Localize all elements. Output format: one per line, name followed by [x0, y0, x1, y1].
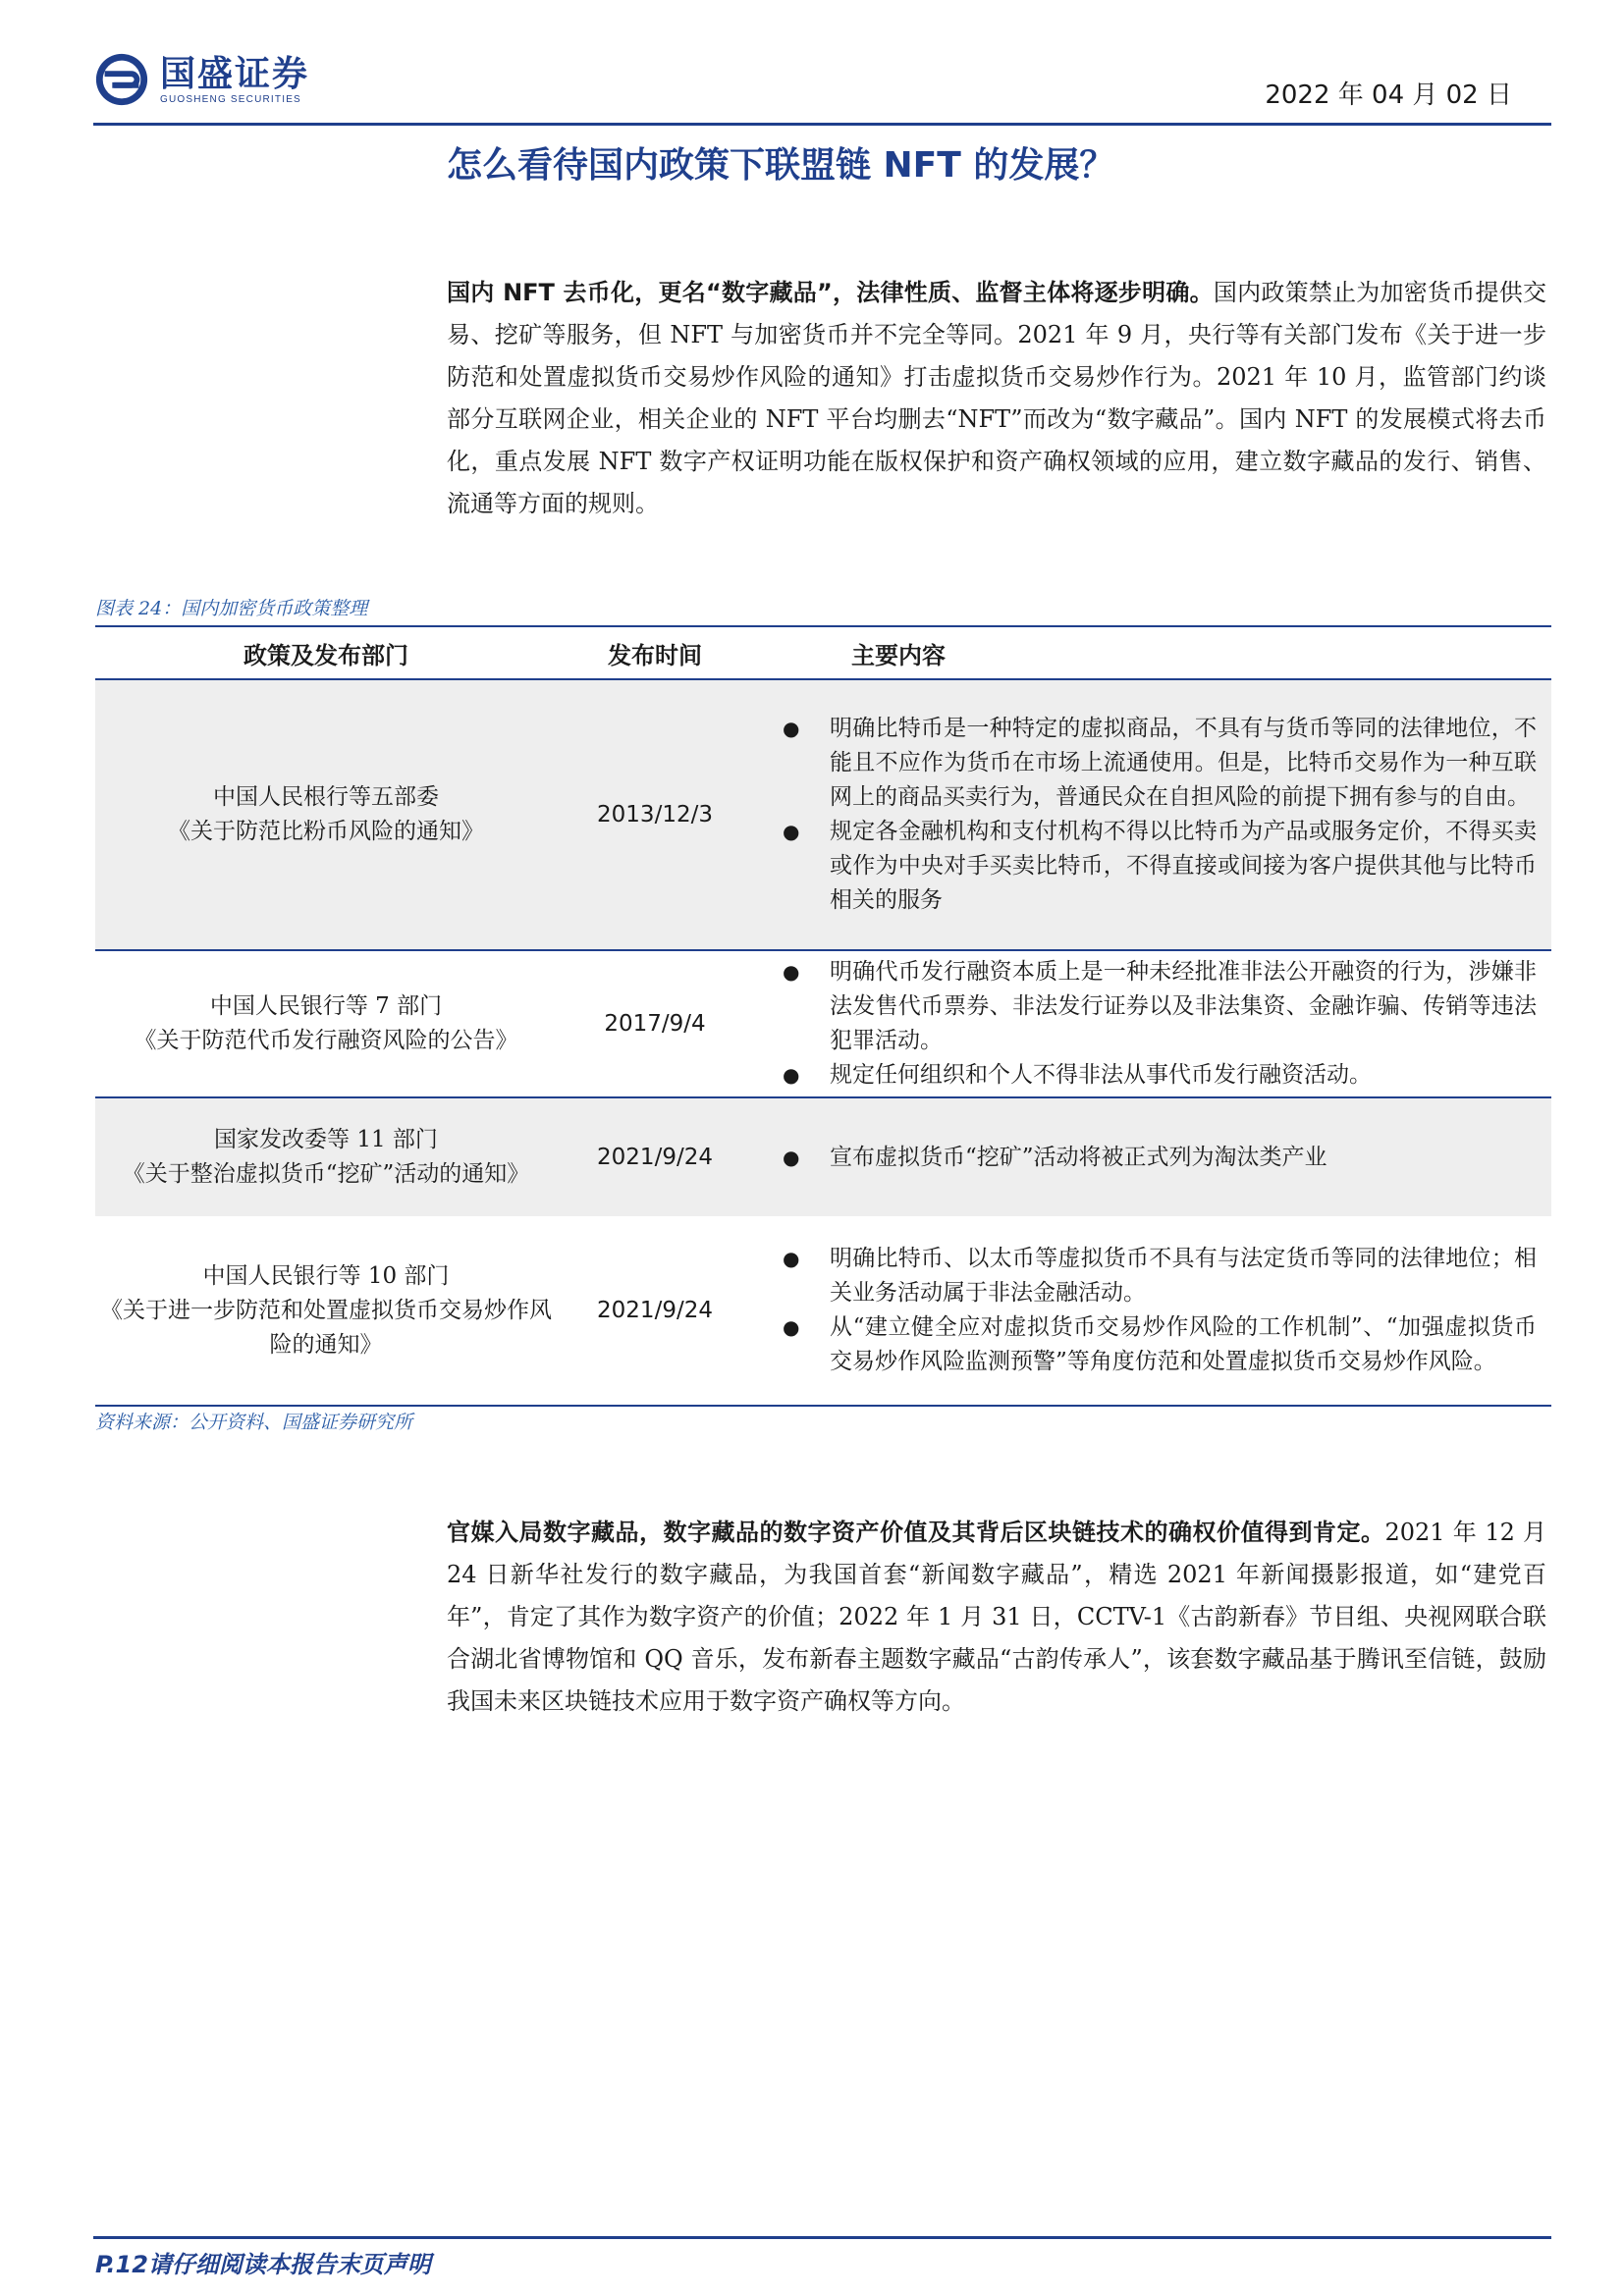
- date-cell: 2021/9/24: [597, 1144, 713, 1170]
- column-header-dept: 政策及发布部门: [244, 641, 408, 669]
- table-row: [95, 951, 1551, 1096]
- doc-name: 《关于进一步防范和处置虚拟货币交易炒作风险的通知》: [100, 1297, 552, 1358]
- dept-cell: [95, 989, 557, 1058]
- logo-chinese-name: 国盛证券: [160, 53, 310, 94]
- bullet-text: 规定各金融机构和支付机构不得以比特币为产品或服务定价，不得买卖或作为中央对手买卖比特币，不得直接或间接为客户提供其他与比特币相关的服务: [830, 819, 1537, 913]
- content-cell: [753, 1236, 1551, 1385]
- content-cell: [753, 706, 1551, 924]
- footer-divider: [93, 2236, 1551, 2239]
- list-item: [753, 1310, 1551, 1379]
- bullet-icon: ●: [783, 960, 800, 984]
- paragraph-official-media: [447, 1512, 1546, 1723]
- list-item: [753, 1242, 1551, 1310]
- table-row: [95, 680, 1551, 949]
- table-row: [95, 1216, 1551, 1405]
- bullet-icon: ●: [783, 820, 800, 843]
- figure-caption: 图表 24：国内加密货币政策整理: [95, 598, 368, 619]
- logo-english-name: GUOSHENG SECURITIES: [160, 93, 301, 105]
- dept-cell: [95, 1259, 557, 1362]
- bullet-icon: ●: [783, 1063, 800, 1087]
- figure-source: 资料来源：公开资料、国盛证券研究所: [95, 1412, 413, 1433]
- bullet-text: 明确比特币是一种特定的虚拟商品，不具有与货币等同的法律地位，不能且不应作为货币在市场上流通使用。但是，比特币交易作为一种互联网上的商品买卖行为，普通民众在自担风险的前提下拥有参与的自由。: [830, 716, 1537, 810]
- bullet-text: 明确代币发行融资本质上是一种未经批准非法公开融资的行为，涉嫌非法发售代币票券、非法发行证券以及非法集资、金融诈骗、传销等违法犯罪活动。: [830, 959, 1537, 1053]
- date-cell: 2013/12/3: [597, 801, 713, 828]
- table-bottom-rule: [95, 1405, 1551, 1407]
- page-header: [93, 51, 1532, 120]
- list-item: [753, 955, 1551, 1058]
- bullet-text: 从“建立健全应对虚拟货币交易炒作风险的工作机制”、“加强虚拟货币交易炒作风险监测预警”等角度仿范和处置虚拟货币交易炒作风险。: [830, 1314, 1537, 1374]
- paragraph-nft-policy: [447, 272, 1546, 525]
- section-title: 怎么看待国内政策下联盟链 NFT 的发展？: [447, 145, 1115, 186]
- dept-name: 国家发改委等 11 部门: [214, 1127, 438, 1152]
- column-header-date: 发布时间: [608, 641, 702, 669]
- list-item: [753, 712, 1551, 815]
- dept-name: 中国人民银行等 7 部门: [209, 993, 443, 1019]
- paragraph-body: 2021 年 12 月 24 日新华社发行的数字藏品，为我国首套“新闻数字藏品”，精选 2021 年新闻摄影报道，如“建党百年”，肯定了其作为数字资产的价值；2022 年 1 月 31 日，CCTV-1《古韵新春》节目组、央视网联合联合湖北省博物馆和 QQ 音乐，发布新春主题数字藏品“古韵传承人”，该套数字藏品基于腾讯至信链，鼓励我国未来区块链技术应用于数字资产确权等方向。: [447, 1519, 1546, 1715]
- paragraph-body: 国内政策禁止为加密货币提供交易、挖矿等服务，但 NFT 与加密货币并不完全等同。2021 年 9 月，央行等有关部门发布《关于进一步防范和处置虚拟货币交易炒作风险的通知》打击虚拟货币交易炒作行为。2021 年 10 月，监管部门约谈部分互联网企业，相关企业的 NFT 平台均删去“NFT”而改为“数字藏品”。国内 NFT 的发展模式将去币化，重点发展 NFT 数字产权证明功能在版权保护和资产确权领域的应用，建立数字藏品的发行、销售、流通等方面的规则。: [447, 279, 1547, 517]
- page-footer: P.12请仔细阅读本报告末页声明: [95, 2251, 431, 2278]
- company-logo: [93, 51, 309, 108]
- doc-name: 《关于防范比粉币风险的通知》: [168, 819, 484, 844]
- report-date: 2022 年 04 月 02 日: [1265, 80, 1512, 110]
- list-item: [753, 1058, 1551, 1093]
- dept-cell: [95, 780, 557, 849]
- table-header: [95, 627, 1551, 678]
- guosheng-logo-icon: [93, 51, 150, 108]
- bullet-icon: ●: [783, 1247, 800, 1270]
- list-item: [753, 815, 1551, 918]
- policy-table: [95, 625, 1551, 1407]
- bullet-text: 明确比特币、以太币等虚拟货币不具有与法定货币等同的法律地位；相关业务活动属于非法金融活动。: [830, 1246, 1537, 1306]
- dept-cell: [95, 1123, 557, 1192]
- paragraph-lead: 官媒入局数字藏品，数字藏品的数字资产价值及其背后区块链技术的确权价值得到肯定。: [447, 1519, 1385, 1546]
- date-cell: 2017/9/4: [604, 1010, 706, 1037]
- date-cell: 2021/9/24: [597, 1297, 713, 1323]
- list-item: [753, 1141, 1551, 1175]
- paragraph-lead: 国内 NFT 去币化，更名“数字藏品”，法律性质、监督主体将逐步明确。: [447, 279, 1214, 306]
- dept-name: 中国人民银行等 10 部门: [202, 1262, 450, 1289]
- dept-name: 中国人民根行等五部委: [213, 784, 439, 810]
- bullet-text: 规定任何组织和个人不得非法从事代币发行融资活动。: [830, 1062, 1372, 1088]
- header-divider: [93, 123, 1551, 126]
- bullet-icon: ●: [783, 1315, 800, 1339]
- table-row: [95, 1098, 1551, 1216]
- bullet-text: 宣布虚拟货币“挖矿”活动将被正式列为淘汰类产业: [830, 1144, 1327, 1170]
- bullet-icon: ●: [783, 1145, 800, 1169]
- content-cell: [753, 949, 1551, 1098]
- doc-name: 《关于整治虚拟货币“挖矿”活动的通知》: [122, 1161, 530, 1187]
- content-cell: [753, 1135, 1551, 1181]
- column-header-content: 主要内容: [851, 641, 946, 669]
- bullet-icon: ●: [783, 717, 800, 740]
- doc-name: 《关于防范代币发行融资风险的公告》: [134, 1028, 518, 1053]
